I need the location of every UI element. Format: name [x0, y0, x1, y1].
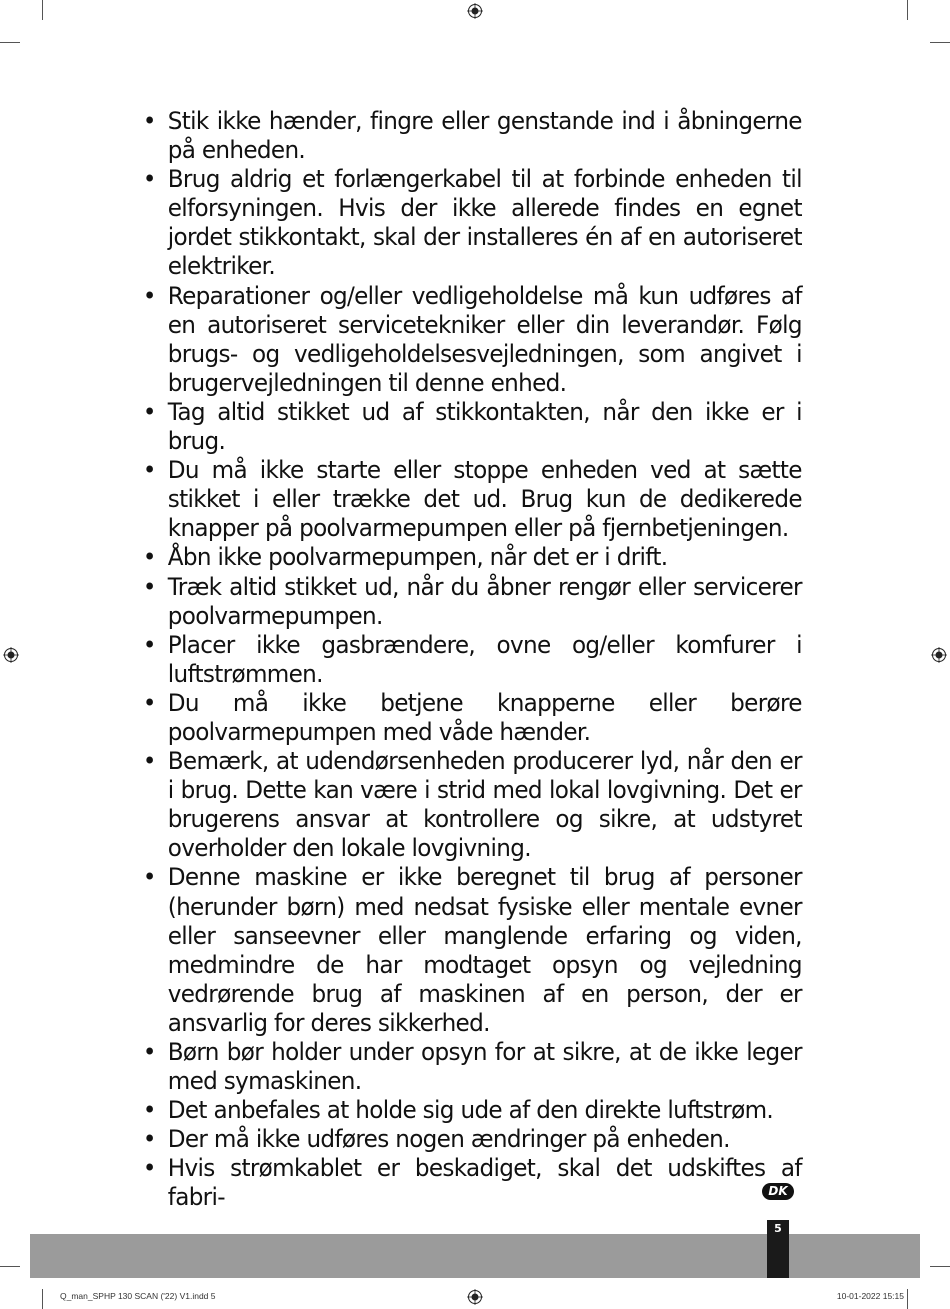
list-item-text: Du må ikke starte eller stoppe enheden ved at sætte stikket i eller trække det ud. Brug kun de dedikerede knapper på poolvarmepumpen eller på fjernbetjeningen. [167, 456, 802, 543]
list-item [141, 1125, 802, 1154]
list-item-text: Placer ikke gasbrændere, ovne og/eller komfurer i luftstrømmen. [167, 630, 802, 688]
bullet-icon: • [142, 688, 156, 717]
registration-mark-right-icon [931, 647, 947, 663]
bullet-icon: • [142, 1038, 156, 1066]
bullet-icon: • [142, 747, 156, 776]
list-item [141, 456, 802, 543]
bullet-icon: • [142, 1125, 156, 1154]
list-item [141, 282, 802, 398]
crop-mark-top-left-v [42, 0, 43, 20]
print-slug-file: Q_man_SPHP 130 SCAN ('22) V1.indd 5 [60, 1291, 216, 1301]
bullet-icon: • [142, 281, 156, 310]
bullet-list [141, 107, 802, 1213]
bullet-icon: • [142, 863, 156, 892]
list-item-text: Du må ikke betjene knapperne eller berøre poolvarmepumpen med våde hænder. [167, 688, 802, 746]
bullet-icon: • [142, 397, 156, 426]
list-item [141, 1038, 802, 1096]
crop-mark-top-right-h [930, 42, 950, 43]
list-item [141, 689, 802, 747]
bullet-icon: • [142, 572, 156, 601]
bullet-icon: • [142, 1154, 156, 1183]
page-number: 5 [774, 1222, 782, 1235]
list-item-text: Børn bør holder under opsyn for at sikre, at de ikke leger med symaskinen. [167, 1038, 802, 1096]
list-item-text: Stik ikke hænder, fingre eller genstande ind i åbningerne på enheden. [167, 107, 802, 165]
bullet-icon: • [142, 630, 156, 659]
list-item-text: Bemærk, at udendørsenheden producerer lyd, når den er i brug. Dette kan være i strid med lokal lovgivning. Det er brugerens ansvar at kontrollere og sikre, at udstyret overholder den lokale lovgivning. [167, 747, 802, 863]
crop-mark-top-left-h [0, 42, 20, 43]
bullet-icon: • [142, 543, 156, 572]
list-item [141, 543, 802, 572]
list-item [141, 107, 802, 165]
list-item [141, 863, 802, 1038]
crop-mark-bottom-right-h [930, 1266, 950, 1267]
list-item-text: Åbn ikke poolvarmepumpen, når det er i drift. [167, 543, 668, 572]
list-item [141, 398, 802, 456]
registration-mark-bottom-icon [467, 1289, 483, 1305]
language-badge: DK [762, 1183, 794, 1200]
list-item [141, 631, 802, 689]
list-item-text: Træk altid stikket ud, når du åbner rengør eller servicerer poolvarmepumpen. [167, 572, 802, 630]
list-item [141, 573, 802, 631]
list-item [141, 165, 802, 281]
bullet-icon: • [142, 107, 156, 135]
print-slug-datetime: 10-01-2022 15:15 [836, 1291, 904, 1301]
bullet-icon: • [142, 456, 156, 485]
list-item [141, 1154, 802, 1212]
list-item-text: Brug aldrig et forlængerkabel til at forbinde enheden til elforsyningen. Hvis der ikke allerede findes en egnet jordet stikkontakt, skal der installeres én af en autoriseret elektriker. [167, 165, 802, 281]
safety-instructions [141, 107, 802, 1213]
registration-mark-left-icon [3, 647, 19, 663]
list-item-text: Det anbefales at holde sig ude af den direkte luftstrøm. [167, 1096, 774, 1125]
registration-mark-top-icon [467, 3, 483, 19]
list-item-text: Hvis strømkablet er beskadiget, skal det udskiftes af fabri- [167, 1154, 802, 1212]
crop-mark-top-right-v [907, 0, 908, 20]
list-item-text: Reparationer og/eller vedligeholdelse må kun udføres af en autoriseret servicetekniker eller din leverandør. Følg brugs- og vedligeholdelsesvejledningen, som angivet i brugervejledningen til denne enhed. [167, 281, 802, 397]
list-item-text: Tag altid stikket ud af stikkontakten, når den ikke er i brug. [167, 397, 802, 456]
bullet-icon: • [142, 1096, 156, 1125]
crop-mark-bottom-right-v [907, 1289, 908, 1309]
bullet-icon: • [142, 165, 156, 194]
list-item [141, 1096, 802, 1125]
crop-mark-bottom-left-v [42, 1289, 43, 1309]
list-item-text: Denne maskine er ikke beregnet til brug af personer (herunder børn) med nedsat fysiske eller mentale evner eller sanseevner eller manglende erfaring og viden, medmindre de har modtaget opsyn og vejledning vedrørende brug af maskinen af en person, der er ansvarlig for deres sikkerhed. [167, 863, 802, 1037]
list-item [141, 747, 802, 863]
crop-mark-bottom-left-h [0, 1266, 20, 1267]
list-item-text: Der må ikke udføres nogen ændringer på enheden. [167, 1125, 730, 1154]
